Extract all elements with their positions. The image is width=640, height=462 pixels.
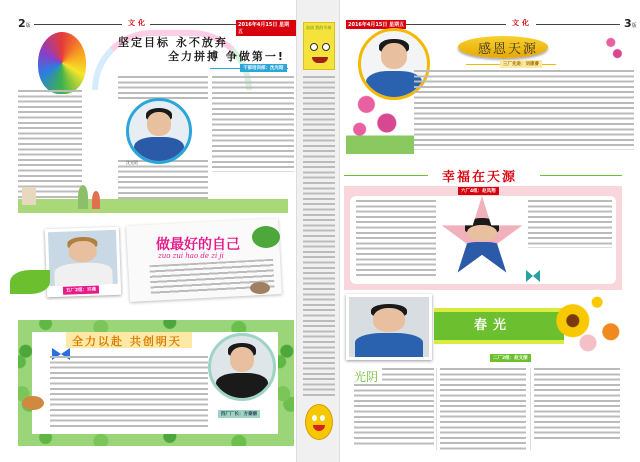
column-divider (436, 368, 437, 450)
section-title: 文化 (512, 19, 532, 27)
headline-byline: 干部培训部：沈光昭 (240, 64, 287, 72)
right-page (340, 0, 640, 462)
title-rule (344, 175, 428, 176)
feature2-title: 做最好的自己 (156, 237, 240, 253)
snail-icon (22, 396, 44, 410)
feature3-text (440, 368, 526, 450)
orchid-flowers-decoration (346, 92, 414, 154)
feature2-pinyin: zuo zui hao de zi ji (158, 252, 224, 260)
feature3-text (354, 384, 434, 446)
column-divider (530, 368, 531, 450)
date-label: 2016年4月15日 星期五 (348, 22, 405, 28)
photo-zhao-wenli (346, 294, 432, 360)
header-rule (150, 24, 236, 25)
feature2-tag: 六厂4组：赵凤翔 (458, 187, 499, 195)
flowers-decoration (550, 280, 626, 354)
feature1-byline: 三厂先进：刘康睿 (500, 60, 542, 68)
page-number: 2版 (18, 17, 31, 30)
feature2-tag: 五厂2组：许燕 (63, 285, 99, 294)
riddle-list (303, 76, 335, 396)
feature3-title: 春光 (474, 318, 513, 333)
header-rule (406, 24, 506, 25)
feature3-text (382, 368, 434, 382)
feature2-text (528, 200, 612, 248)
leaf-border-left (18, 330, 32, 436)
feature3-title: 全力以赴 共创明天 (72, 335, 182, 348)
article-column (18, 90, 82, 200)
portrait-photo-shen (126, 98, 192, 164)
leaf-border-top (18, 320, 294, 332)
feature1-text (414, 70, 634, 150)
headline-line1: 坚定目标 永不放弃 (118, 36, 228, 49)
feature2-text (356, 200, 436, 278)
leaf-decoration (10, 270, 50, 294)
feature3-text (534, 368, 620, 440)
plant-cup-decoration (252, 226, 280, 248)
portrait-caption: 沈光昭 (126, 160, 138, 165)
riddle-sidebar (296, 0, 340, 462)
snail-icon (250, 282, 270, 294)
feature1-title: 感恩天源 (478, 42, 539, 57)
header-rule (34, 24, 122, 25)
village-grass-decoration (18, 185, 288, 213)
spongebob-image: 加油 我的节奏 (303, 22, 335, 70)
orchid-decoration (602, 34, 624, 62)
section-title: 文化 (128, 19, 148, 27)
page-number: 3版 (624, 17, 637, 30)
feature3-text (50, 356, 208, 430)
date-label: 2016年4月15日 星期五 (236, 20, 296, 36)
cartoon-character-image (305, 404, 333, 440)
feature2-title: 幸福在天源 (442, 170, 518, 185)
leaf-border-bottom (18, 434, 294, 446)
feature3-dropcap: 光阴 (354, 370, 379, 384)
article-column (212, 76, 294, 172)
polaroid-photo-xu (45, 227, 121, 298)
left-page (0, 0, 296, 462)
feature3-tag: 四厂厂长：方泰丽 (218, 410, 260, 418)
feature3-tag: 二厂2组：赵文丽 (490, 354, 531, 362)
leaf-border-right (278, 330, 294, 436)
title-rule (540, 175, 622, 176)
header-rule (536, 24, 620, 25)
portrait-photo-fang (208, 333, 276, 401)
hot-air-balloon-image (38, 32, 86, 94)
headline-line2: 全力拼搏 争做第一! (168, 50, 285, 63)
